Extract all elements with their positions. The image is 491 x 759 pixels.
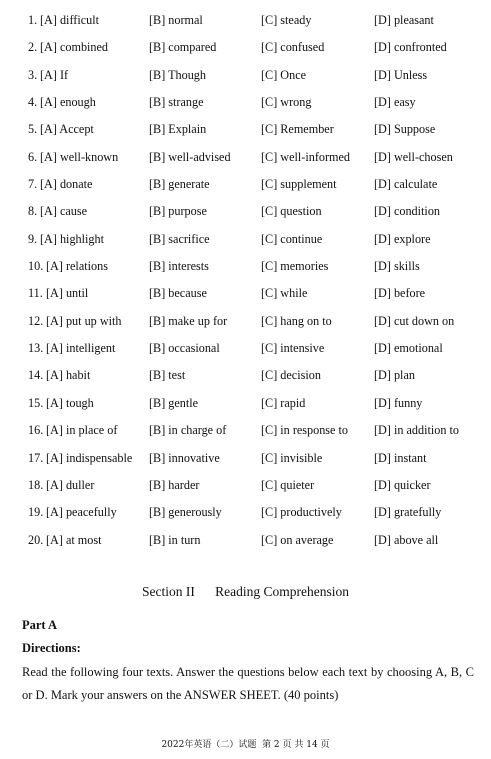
option-b: [B] Though	[149, 67, 206, 82]
option-c: [C] memories	[261, 259, 329, 274]
question-number: 12.	[28, 313, 44, 328]
question-number: 17.	[28, 450, 44, 465]
question-number: 3.	[28, 67, 38, 82]
option-b: [B] test	[149, 368, 186, 383]
option-a: [A] tough	[46, 395, 94, 410]
option-a: [A] at most	[46, 532, 102, 547]
question-number: 15.	[28, 395, 44, 410]
option-c: [C] steady	[261, 13, 312, 27]
question-number: 7.	[28, 177, 38, 192]
option-c: [C] in response to	[261, 423, 348, 438]
option-b: [B] harder	[149, 477, 200, 492]
option-d: [D] well-chosen	[374, 149, 453, 164]
option-b: [B] generously	[149, 505, 222, 520]
option-c: [C] question	[261, 204, 322, 219]
question-row	[28, 478, 478, 505]
option-c: [C] hang on to	[261, 313, 332, 328]
question-number: 6.	[28, 149, 38, 164]
option-c: [C] Remember	[261, 122, 334, 137]
question-row	[28, 204, 478, 231]
option-a: [A] well-known	[40, 149, 119, 164]
question-row	[28, 451, 478, 478]
question-number: 2.	[28, 40, 38, 55]
option-c: [C] productively	[261, 505, 342, 520]
question-row	[28, 259, 478, 286]
option-a: [A] until	[46, 286, 89, 301]
option-b: [B] generate	[149, 177, 210, 192]
option-a: [A] difficult	[40, 13, 100, 27]
option-b: [B] sacrifice	[149, 231, 210, 246]
option-d: [D] calculate	[374, 177, 438, 192]
question-row	[28, 533, 478, 560]
option-d: [D] gratefully	[374, 505, 442, 520]
question-row	[28, 95, 478, 122]
question-row	[28, 150, 478, 177]
option-c: [C] confused	[261, 40, 325, 55]
question-row	[28, 396, 478, 423]
option-b: [B] normal	[149, 13, 203, 27]
cloze-options-table	[28, 13, 478, 560]
option-d: [D] cut down on	[374, 313, 455, 328]
question-row	[28, 68, 478, 95]
option-b: [B] occasional	[149, 341, 220, 356]
option-a: [A] enough	[40, 95, 96, 110]
option-c: [C] wrong	[261, 95, 312, 110]
option-d: [D] Unless	[374, 67, 428, 82]
option-a: [A] peacefully	[46, 505, 117, 520]
option-d: [D] funny	[374, 395, 423, 410]
question-row	[28, 341, 478, 368]
option-d: [D] in addition to	[374, 423, 459, 438]
option-c: [C] continue	[261, 231, 323, 246]
option-c: [C] invisible	[261, 450, 323, 465]
option-b: [B] interests	[149, 259, 209, 274]
question-row	[28, 40, 478, 67]
directions-text: Read the following four texts. Answer the questions below each text by choosing A, B, C or D. Mark your answers on the ANSWER SHEET. (40 points)	[22, 665, 474, 702]
option-a: [A] relations	[46, 259, 108, 274]
option-d: [D] quicker	[374, 477, 431, 492]
section-title: Section II Reading Comprehension	[142, 584, 349, 599]
option-a: [A] intelligent	[46, 341, 116, 356]
question-number: 20.	[28, 532, 44, 547]
question-row	[28, 286, 478, 313]
option-a: [A] highlight	[40, 231, 104, 246]
option-b: [B] purpose	[149, 204, 207, 219]
question-number: 8.	[28, 204, 38, 219]
question-number: 9.	[28, 231, 38, 246]
question-number: 1.	[28, 13, 38, 27]
option-b: [B] strange	[149, 95, 204, 110]
option-b: [B] Explain	[149, 122, 207, 137]
option-c: [C] quieter	[261, 477, 315, 492]
option-c: [C] decision	[261, 368, 321, 383]
option-d: [D] above all	[374, 532, 439, 547]
option-b: [B] in turn	[149, 532, 201, 547]
directions-label: Directions:	[22, 641, 81, 655]
part-title: Part A	[22, 618, 58, 632]
question-number: 10.	[28, 259, 44, 274]
option-c: [C] on average	[261, 532, 334, 547]
option-c: [C] while	[261, 286, 308, 301]
question-number: 4.	[28, 95, 38, 110]
question-row	[28, 232, 478, 259]
option-d: [D] pleasant	[374, 13, 434, 27]
option-a: [A] Accept	[40, 122, 94, 137]
option-c: [C] Once	[261, 67, 307, 82]
option-b: [B] well-advised	[149, 149, 231, 164]
option-a: [A] combined	[40, 40, 109, 55]
option-d: [D] Suppose	[374, 122, 436, 137]
option-d: [D] skills	[374, 259, 420, 274]
option-b: [B] in charge of	[149, 423, 227, 438]
question-number: 19.	[28, 505, 44, 520]
option-c: [C] intensive	[261, 341, 325, 356]
question-row	[28, 13, 478, 40]
option-b: [B] compared	[149, 40, 217, 55]
page-footer: 2022年英语（二）试题 第 2 页 共 14 页	[161, 740, 330, 750]
option-a: [A] donate	[40, 177, 93, 192]
option-a: [A] put up with	[46, 313, 122, 328]
option-d: [D] condition	[374, 204, 441, 219]
option-d: [D] emotional	[374, 341, 443, 356]
option-c: [C] well-informed	[261, 149, 351, 164]
question-row	[28, 423, 478, 450]
question-row	[28, 177, 478, 204]
option-b: [B] because	[149, 286, 207, 301]
option-a: [A] in place of	[46, 423, 118, 438]
question-number: 13.	[28, 341, 44, 356]
option-a: [A] habit	[46, 368, 91, 383]
option-b: [B] gentle	[149, 395, 199, 410]
option-a: [A] If	[40, 67, 69, 82]
question-number: 18.	[28, 477, 44, 492]
question-row	[28, 505, 478, 532]
option-d: [D] explore	[374, 231, 431, 246]
option-c: [C] supplement	[261, 177, 337, 192]
question-number: 16.	[28, 423, 44, 438]
option-d: [D] plan	[374, 368, 415, 383]
question-number: 5.	[28, 122, 38, 137]
option-d: [D] instant	[374, 450, 427, 465]
question-row	[28, 368, 478, 395]
question-row	[28, 122, 478, 149]
option-d: [D] before	[374, 286, 426, 301]
option-b: [B] innovative	[149, 450, 220, 465]
option-d: [D] confronted	[374, 40, 447, 55]
option-d: [D] easy	[374, 95, 416, 110]
option-a: [A] duller	[46, 477, 95, 492]
question-number: 11.	[28, 286, 43, 301]
question-number: 14.	[28, 368, 44, 383]
option-a: [A] indispensable	[46, 450, 133, 465]
question-row	[28, 314, 478, 341]
option-b: [B] make up for	[149, 313, 228, 328]
option-a: [A] cause	[40, 204, 88, 219]
option-c: [C] rapid	[261, 395, 306, 410]
